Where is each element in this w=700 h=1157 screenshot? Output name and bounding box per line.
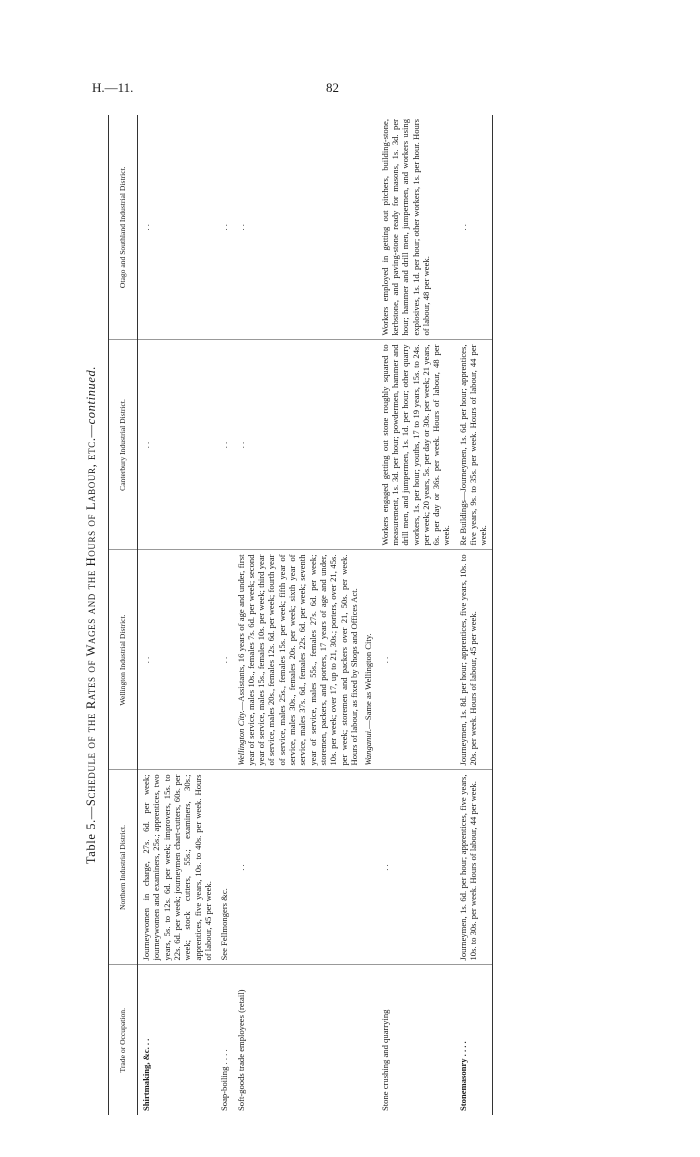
header-otago: Otago and Southland Industrial District. [109, 115, 138, 340]
canterbury-cell: Re Buildings—Journeymen, 1s. 6d. per hour; apprentices, five years, 9s. to 35s. per week. Hours of labour, 44 per week. [455, 340, 492, 550]
otago-cell: . . [233, 115, 377, 340]
header-canterbury: Canterbury Industrial District. [109, 340, 138, 550]
wellington-cell: . . [216, 550, 232, 770]
caption-main: —Schedule of the Rates of Wages and the Hours of Labour, etc.— [84, 424, 98, 820]
canterbury-cell: Workers engaged getting out stone roughly squared to measurement, 1s. 3d. per hour; powdermen, hammer and drill men, and jumpermen, 1s. 1d. per hour; other quarry workers, 1s. per hour; youths, 17 to 19 years, 15s. to 24s. per week; 20 years, 5s. per day or 30s. per week; 21 years, 6s. per day or 36s. per week. Hours of labour, 48 per week. [377, 340, 455, 550]
northern-cell: Journeywomen in charge, 27s. 6d. per week; journeywomen and examiners, 25s.; apprentices, two years, 5s. to 12s. 6d. per week; improvers, 15s. to 22s. 6d. per week; journeymen chart-cutters, 60s. per week; stock cutters, 55s.; examiners, 30s.; apprentices, five years, 10s. to 40s. per week. Hours of labour, 45 per week. [138, 770, 217, 965]
northern-cell: Journeymen, 1s. 6d. per hour; apprentices, five years, 10s. to 30s. per week. Hours of labour, 44 per week. [455, 770, 492, 965]
place-name: Wanganui. [363, 728, 374, 766]
trade-cell: Stone crushing and quarrying [379, 1009, 390, 1111]
trade-cell: Stonemasonry . . . . [455, 965, 492, 1115]
table-caption [84, 115, 99, 1115]
northern-cell: . . [377, 770, 455, 965]
table-row [216, 115, 232, 1115]
header-wellington: Wellington Industrial District. [109, 550, 138, 770]
wellington-cell: . . [138, 550, 217, 770]
trade-cell: Soap-boiling . . . . [219, 1049, 230, 1111]
otago-cell: . . [216, 115, 232, 340]
otago-cell: . . [455, 115, 492, 340]
canterbury-cell: . . [233, 340, 377, 550]
header-northern: Northern Industrial District. [109, 770, 138, 965]
wellington-cell: . . [377, 550, 455, 770]
wellington-cell [233, 550, 377, 770]
table-row [233, 115, 377, 1115]
otago-cell: . . [138, 115, 217, 340]
wages-table [108, 115, 493, 1115]
table-row [377, 115, 455, 1115]
header-trade: Trade or Occupation. [109, 965, 138, 1115]
northern-cell: See Fellmongers &c. [216, 770, 232, 965]
otago-cell: Workers employed in getting out pitchers, building-stone, kerbstone, and paving-stone ready for masons, 1s. 3d. per hour; hammer and drill men, jumpermen, and workers using explosives, 1s. 1d. per hour; other workers, 1s. per hour. Hours of labour, 48 per week. [377, 115, 455, 340]
northern-cell: . . [233, 770, 377, 965]
rate-text: —Same as Wellington City. [363, 633, 374, 729]
header-row [109, 115, 138, 1115]
trade-cell: Soft-goods trade employees (retail) [235, 989, 246, 1111]
rotated-table-page [76, 115, 680, 1115]
canterbury-cell: . . [138, 340, 217, 550]
trade-cell: Shirtmaking, &c. . . [141, 1038, 151, 1111]
wellington-cell: Journeymen, 1s. 8d. per hour; apprentices, five years, 10s. to 20s. per week. Hours of labour, 45 per week. [455, 550, 492, 770]
page-reference: H.—11. [92, 80, 134, 95]
canterbury-cell: . . [216, 340, 232, 550]
caption-prefix: Table 5. [84, 819, 98, 865]
table-row [455, 115, 492, 1115]
place-name: Wellington City. [235, 710, 246, 766]
table-row [138, 115, 217, 1115]
caption-continued: continued. [84, 365, 98, 425]
page-number: 82 [326, 80, 339, 95]
rate-text: —Assistants, 16 years of age and under, first year of service, males 10s., females 7s. 6d. per week; second year of service, males 15s., females 10s. per week; third year of service, males 20s., females 12s. 6d. per week; fourth year of service, males 25s., females 15s. per week; fifth year of service, males 30s., females 20s. per week; sixth year of service, males 37s. 6d., females 22s. 6d. per week; seventh year of service, males 55s., females 27s. 6d. per week; storemen, packers, and porters, 17 years of age and under, 10s. per week; over 17, up to 21, 30s.; porters, over 21, 45s. per week; storemen and packers over 21, 50s. per week. Hours of labour, as fixed by Shops and Offices Act. [235, 554, 359, 766]
